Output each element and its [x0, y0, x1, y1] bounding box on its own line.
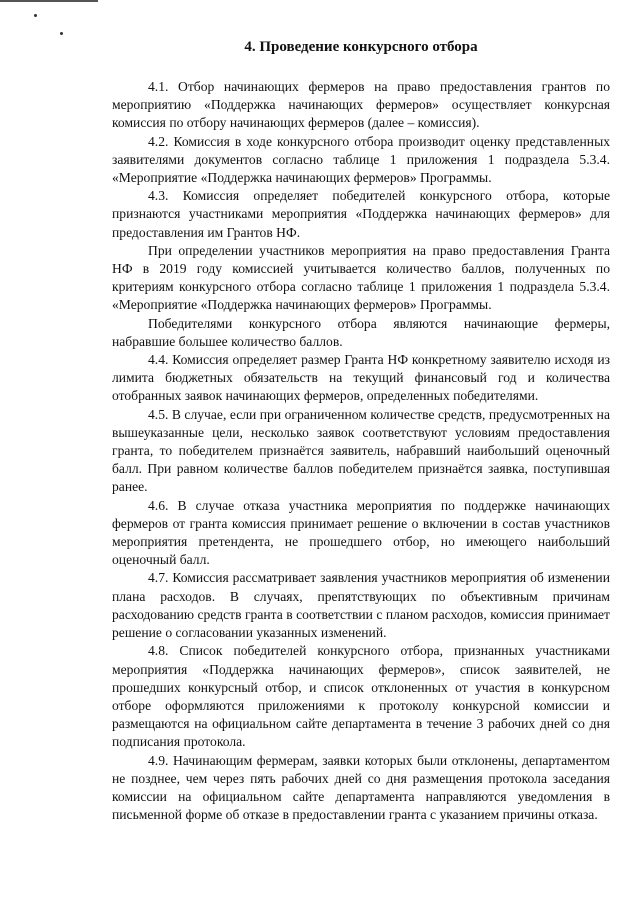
- paragraph-4-1: 4.1. Отбор начинающих фермеров на право предоставления грантов по мероприятию «Поддержка начинающих фермеров» осуществляет конкурсная комиссия по отбору начинающих фермеров (далее – комиссия).: [112, 79, 610, 131]
- paragraph-4-3-winners: Победителями конкурсного отбора являются начинающие фермеры, набравшие большее количество баллов.: [112, 315, 610, 349]
- scan-speck: [34, 14, 37, 17]
- document-page: [112, 38, 610, 824]
- scan-speck: [60, 32, 63, 35]
- paragraph-4-5: 4.5. В случае, если при ограниченном количестве средств, предусмотренных на вышеуказанные цели, несколько заявок соответствуют условиям предоставления гранта, то победителем признаётся заявитель, набравший наибольший оценочный балл. При равном количестве баллов победителем признаётся заявка, поступившая ранее.: [112, 406, 610, 495]
- section-title: 4. Проведение конкурсного отбора: [244, 39, 478, 55]
- paragraph-4-8: 4.8. Список победителей конкурсного отбора, признанных участниками мероприятия «Поддержка начинающих фермеров», список заявителей, не прошедших конкурсный отбор, и список отклоненных от участия в конкурсном отборе оформляются приложениями к протоколу конкурсной комиссии и размещаются на официальном сайте департамента в течение 3 рабочих дней со дня подписания протокола.: [112, 643, 610, 750]
- paragraph-4-9: 4.9. Начинающим фермерам, заявки которых были отклонены, департаментом не позднее, чем через пять рабочих дней со дня размещения протокола заседания комиссии на официальном сайте департамента направляются уведомления в письменной форме об отказе в предоставлении гранта с указанием причины отказа.: [112, 752, 610, 823]
- paragraph-4-4: 4.4. Комиссия определяет размер Гранта НФ конкретному заявителю исходя из лимита бюджетных обязательств на текущий финансовый год и количества отобранных заявок начинающих фермеров, определенных победителями.: [112, 352, 610, 404]
- paragraph-4-6: 4.6. В случае отказа участника мероприятия по поддержке начинающих фермеров от гранта комиссия принимает решение о включении в состав участников мероприятия претендента, не прошедшего отбор, но имеющего наибольший оценочный балл.: [112, 497, 610, 568]
- paragraph-4-3-selection: При определении участников мероприятия на право предоставления Гранта НФ в 2019 году комиссией учитывается количество баллов, полученных по критериям конкурсного отбора согласно таблице 1 приложения 1 подраздела 5.3.4. «Мероприятие «Поддержка начинающих фермеров» Программы.: [112, 242, 610, 313]
- paragraph-4-3: 4.3. Комиссия определяет победителей конкурсного отбора, которые признаются участниками мероприятия «Поддержка начинающих фермеров» для предоставления им Грантов НФ.: [112, 188, 610, 240]
- paragraph-4-7: 4.7. Комиссия рассматривает заявления участников мероприятия об изменении плана расходов. В случаях, препятствующих по объективным причинам расходованию средств гранта в соответствии с планом расходов, комиссия принимает решение о согласовании указанных изменений.: [112, 570, 610, 641]
- scan-edge-line: [0, 0, 98, 2]
- paragraph-4-2: 4.2. Комиссия в ходе конкурсного отбора производит оценку представленных заявителями документов согласно таблице 1 приложения 1 подраздела 5.3.4. «Мероприятие «Поддержка начинающих фермеров» Программы.: [112, 133, 610, 186]
